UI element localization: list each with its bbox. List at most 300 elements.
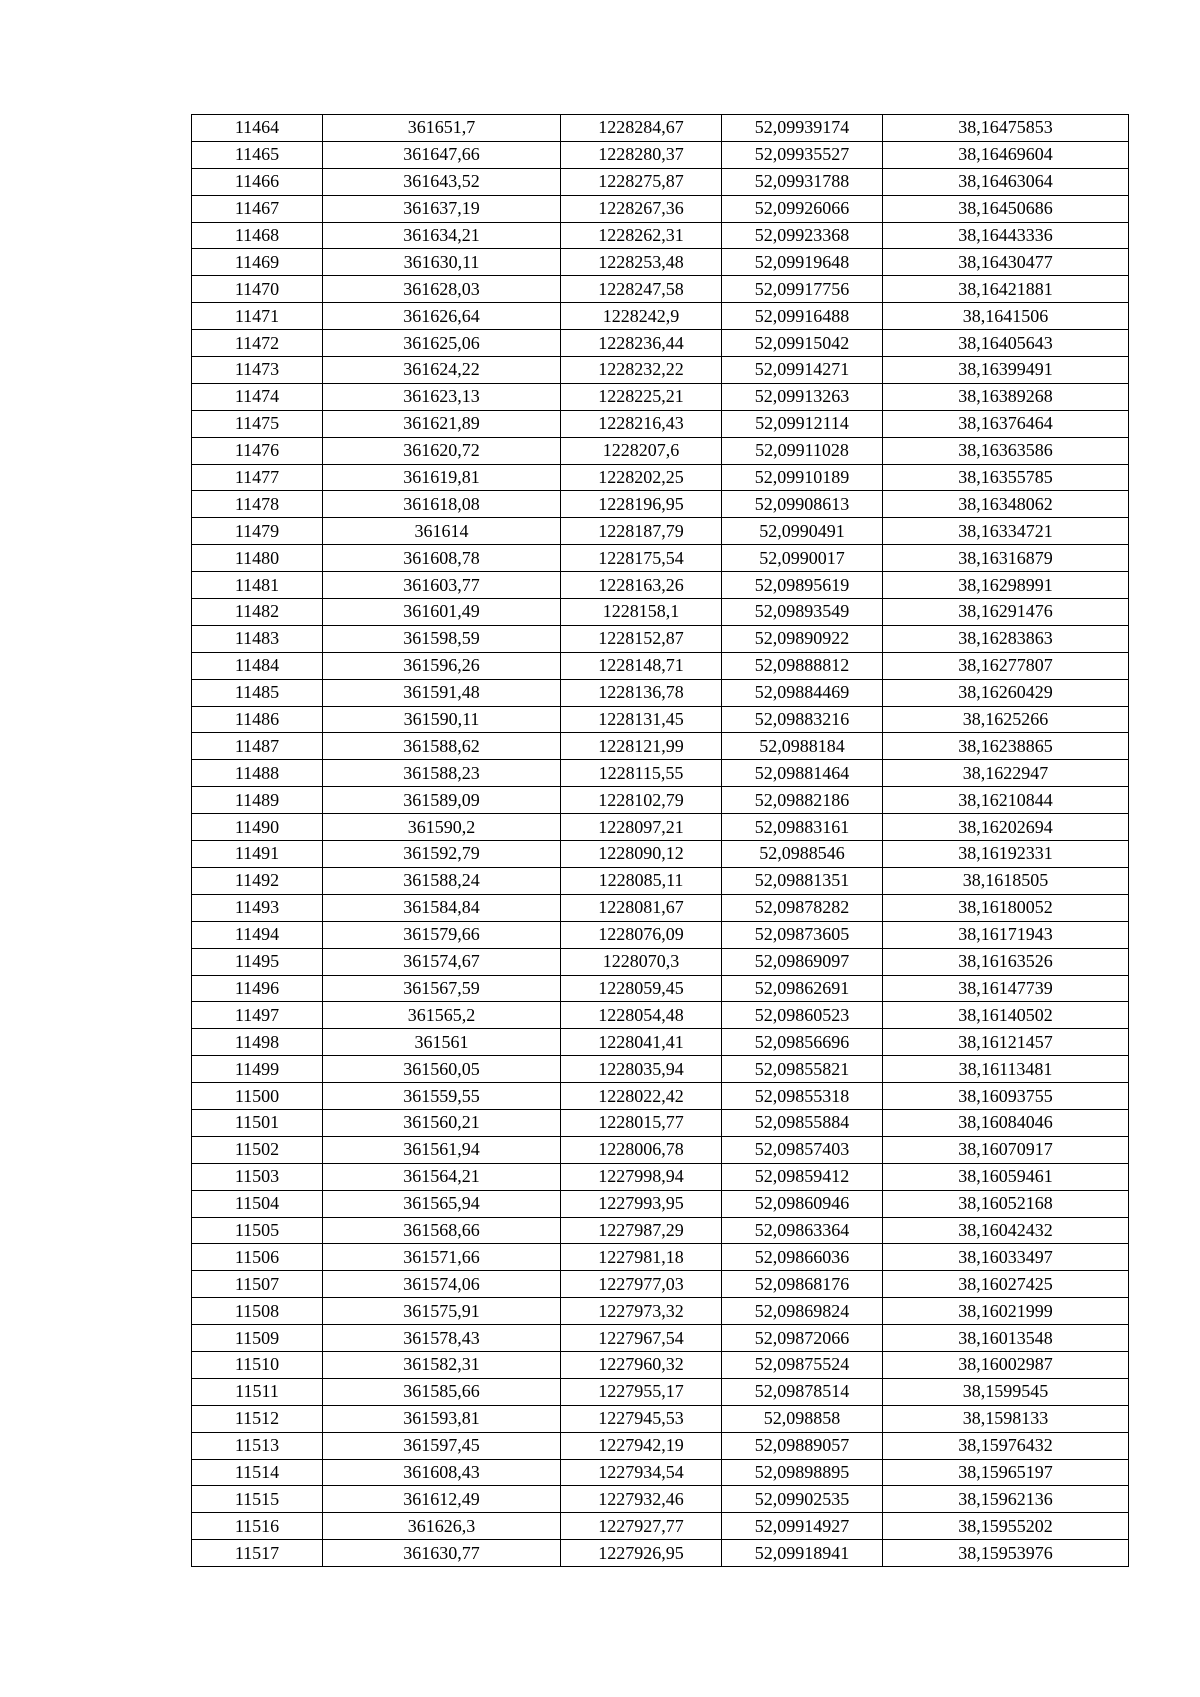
latitude-cell: 52,09883161 [722, 814, 883, 841]
y-coordinate-cell: 1228006,78 [561, 1136, 722, 1163]
table-row [192, 491, 1129, 518]
x-coordinate-cell: 361628,03 [323, 276, 561, 303]
longitude-cell: 38,16202694 [883, 814, 1129, 841]
y-coordinate-cell: 1228207,6 [561, 437, 722, 464]
x-coordinate-cell: 361624,22 [323, 357, 561, 384]
table-row [192, 1378, 1129, 1405]
table-row [192, 867, 1129, 894]
point-number-cell: 11499 [192, 1056, 323, 1083]
point-number-cell: 11505 [192, 1217, 323, 1244]
table-row [192, 625, 1129, 652]
latitude-cell: 52,09911028 [722, 437, 883, 464]
longitude-cell: 38,16021999 [883, 1298, 1129, 1325]
table-row [192, 168, 1129, 195]
longitude-cell: 38,16238865 [883, 733, 1129, 760]
point-number-cell: 11508 [192, 1298, 323, 1325]
table-row [192, 330, 1129, 357]
point-number-cell: 11475 [192, 410, 323, 437]
x-coordinate-cell: 361565,94 [323, 1190, 561, 1217]
x-coordinate-cell: 361588,23 [323, 760, 561, 787]
longitude-cell: 38,16084046 [883, 1109, 1129, 1136]
table-row [192, 975, 1129, 1002]
y-coordinate-cell: 1228148,71 [561, 652, 722, 679]
x-coordinate-cell: 361621,89 [323, 410, 561, 437]
latitude-cell: 52,09883216 [722, 706, 883, 733]
x-coordinate-cell: 361574,67 [323, 948, 561, 975]
point-number-cell: 11485 [192, 679, 323, 706]
table-row [192, 814, 1129, 841]
point-number-cell: 11479 [192, 518, 323, 545]
point-number-cell: 11488 [192, 760, 323, 787]
point-number-cell: 11465 [192, 141, 323, 168]
longitude-cell: 38,16171943 [883, 921, 1129, 948]
table-row [192, 599, 1129, 626]
x-coordinate-cell: 361559,55 [323, 1083, 561, 1110]
point-number-cell: 11478 [192, 491, 323, 518]
y-coordinate-cell: 1228097,21 [561, 814, 722, 841]
point-number-cell: 11482 [192, 599, 323, 626]
point-number-cell: 11496 [192, 975, 323, 1002]
latitude-cell: 52,09875524 [722, 1351, 883, 1378]
x-coordinate-cell: 361582,31 [323, 1351, 561, 1378]
point-number-cell: 11506 [192, 1244, 323, 1271]
longitude-cell: 38,16113481 [883, 1056, 1129, 1083]
latitude-cell: 52,09884469 [722, 679, 883, 706]
x-coordinate-cell: 361623,13 [323, 383, 561, 410]
y-coordinate-cell: 1228175,54 [561, 545, 722, 572]
latitude-cell: 52,0990491 [722, 518, 883, 545]
y-coordinate-cell: 1227981,18 [561, 1244, 722, 1271]
x-coordinate-cell: 361568,66 [323, 1217, 561, 1244]
y-coordinate-cell: 1228262,31 [561, 222, 722, 249]
table-row [192, 841, 1129, 868]
x-coordinate-cell: 361647,66 [323, 141, 561, 168]
x-coordinate-cell: 361626,3 [323, 1513, 561, 1540]
longitude-cell: 38,16475853 [883, 115, 1129, 142]
point-number-cell: 11493 [192, 894, 323, 921]
latitude-cell: 52,09860946 [722, 1190, 883, 1217]
x-coordinate-cell: 361588,24 [323, 867, 561, 894]
longitude-cell: 38,16070917 [883, 1136, 1129, 1163]
table-row [192, 464, 1129, 491]
longitude-cell: 38,16355785 [883, 464, 1129, 491]
x-coordinate-cell: 361643,52 [323, 168, 561, 195]
latitude-cell: 52,09872066 [722, 1325, 883, 1352]
y-coordinate-cell: 1227960,32 [561, 1351, 722, 1378]
latitude-cell: 52,09856696 [722, 1029, 883, 1056]
y-coordinate-cell: 1228070,3 [561, 948, 722, 975]
latitude-cell: 52,09931788 [722, 168, 883, 195]
latitude-cell: 52,09935527 [722, 141, 883, 168]
longitude-cell: 38,16147739 [883, 975, 1129, 1002]
table-row [192, 195, 1129, 222]
latitude-cell: 52,09869824 [722, 1298, 883, 1325]
y-coordinate-cell: 1227993,95 [561, 1190, 722, 1217]
y-coordinate-cell: 1227973,32 [561, 1298, 722, 1325]
point-number-cell: 11513 [192, 1432, 323, 1459]
point-number-cell: 11469 [192, 249, 323, 276]
x-coordinate-cell: 361597,45 [323, 1432, 561, 1459]
longitude-cell: 38,16469604 [883, 141, 1129, 168]
table-row [192, 1405, 1129, 1432]
x-coordinate-cell: 361608,78 [323, 545, 561, 572]
latitude-cell: 52,09912114 [722, 410, 883, 437]
longitude-cell: 38,16291476 [883, 599, 1129, 626]
table-row [192, 760, 1129, 787]
y-coordinate-cell: 1228081,67 [561, 894, 722, 921]
table-row [192, 706, 1129, 733]
table-row [192, 921, 1129, 948]
x-coordinate-cell: 361585,66 [323, 1378, 561, 1405]
x-coordinate-cell: 361612,49 [323, 1486, 561, 1513]
latitude-cell: 52,09910189 [722, 464, 883, 491]
y-coordinate-cell: 1228015,77 [561, 1109, 722, 1136]
y-coordinate-cell: 1227967,54 [561, 1325, 722, 1352]
x-coordinate-cell: 361564,21 [323, 1163, 561, 1190]
x-coordinate-cell: 361637,19 [323, 195, 561, 222]
point-number-cell: 11492 [192, 867, 323, 894]
table-row [192, 276, 1129, 303]
table-row [192, 1486, 1129, 1513]
longitude-cell: 38,1598133 [883, 1405, 1129, 1432]
table-row [192, 1056, 1129, 1083]
point-number-cell: 11477 [192, 464, 323, 491]
longitude-cell: 38,1618505 [883, 867, 1129, 894]
y-coordinate-cell: 1228054,48 [561, 1002, 722, 1029]
y-coordinate-cell: 1228152,87 [561, 625, 722, 652]
point-number-cell: 11516 [192, 1513, 323, 1540]
table-row [192, 249, 1129, 276]
point-number-cell: 11501 [192, 1109, 323, 1136]
longitude-cell: 38,16260429 [883, 679, 1129, 706]
longitude-cell: 38,16363586 [883, 437, 1129, 464]
x-coordinate-cell: 361630,11 [323, 249, 561, 276]
table-row [192, 733, 1129, 760]
x-coordinate-cell: 361620,72 [323, 437, 561, 464]
y-coordinate-cell: 1227932,46 [561, 1486, 722, 1513]
longitude-cell: 38,15953976 [883, 1540, 1129, 1567]
x-coordinate-cell: 361601,49 [323, 599, 561, 626]
y-coordinate-cell: 1228131,45 [561, 706, 722, 733]
latitude-cell: 52,09855884 [722, 1109, 883, 1136]
table-row [192, 357, 1129, 384]
x-coordinate-cell: 361571,66 [323, 1244, 561, 1271]
y-coordinate-cell: 1228225,21 [561, 383, 722, 410]
x-coordinate-cell: 361625,06 [323, 330, 561, 357]
latitude-cell: 52,0990017 [722, 545, 883, 572]
y-coordinate-cell: 1228022,42 [561, 1083, 722, 1110]
latitude-cell: 52,09919648 [722, 249, 883, 276]
point-number-cell: 11495 [192, 948, 323, 975]
y-coordinate-cell: 1227926,95 [561, 1540, 722, 1567]
table-row [192, 1109, 1129, 1136]
longitude-cell: 38,16002987 [883, 1351, 1129, 1378]
x-coordinate-cell: 361619,81 [323, 464, 561, 491]
x-coordinate-cell: 361588,62 [323, 733, 561, 760]
longitude-cell: 38,15965197 [883, 1459, 1129, 1486]
y-coordinate-cell: 1228253,48 [561, 249, 722, 276]
latitude-cell: 52,09881464 [722, 760, 883, 787]
point-number-cell: 11476 [192, 437, 323, 464]
point-number-cell: 11498 [192, 1029, 323, 1056]
latitude-cell: 52,09895619 [722, 572, 883, 599]
latitude-cell: 52,09898895 [722, 1459, 883, 1486]
point-number-cell: 11481 [192, 572, 323, 599]
latitude-cell: 52,09889057 [722, 1432, 883, 1459]
y-coordinate-cell: 1228232,22 [561, 357, 722, 384]
x-coordinate-cell: 361584,84 [323, 894, 561, 921]
coordinates-table-body [192, 115, 1129, 1567]
y-coordinate-cell: 1228115,55 [561, 760, 722, 787]
y-coordinate-cell: 1228035,94 [561, 1056, 722, 1083]
y-coordinate-cell: 1228102,79 [561, 787, 722, 814]
table-row [192, 1432, 1129, 1459]
point-number-cell: 11486 [192, 706, 323, 733]
y-coordinate-cell: 1228158,1 [561, 599, 722, 626]
longitude-cell: 38,16121457 [883, 1029, 1129, 1056]
x-coordinate-cell: 361575,91 [323, 1298, 561, 1325]
longitude-cell: 38,16180052 [883, 894, 1129, 921]
longitude-cell: 38,1622947 [883, 760, 1129, 787]
x-coordinate-cell: 361634,21 [323, 222, 561, 249]
latitude-cell: 52,0988184 [722, 733, 883, 760]
point-number-cell: 11514 [192, 1459, 323, 1486]
longitude-cell: 38,1625266 [883, 706, 1129, 733]
latitude-cell: 52,09888812 [722, 652, 883, 679]
y-coordinate-cell: 1228085,11 [561, 867, 722, 894]
table-row [192, 1029, 1129, 1056]
x-coordinate-cell: 361561,94 [323, 1136, 561, 1163]
longitude-cell: 38,16027425 [883, 1271, 1129, 1298]
point-number-cell: 11472 [192, 330, 323, 357]
y-coordinate-cell: 1227998,94 [561, 1163, 722, 1190]
point-number-cell: 11509 [192, 1325, 323, 1352]
table-row [192, 948, 1129, 975]
longitude-cell: 38,16013548 [883, 1325, 1129, 1352]
x-coordinate-cell: 361593,81 [323, 1405, 561, 1432]
y-coordinate-cell: 1227942,19 [561, 1432, 722, 1459]
x-coordinate-cell: 361603,77 [323, 572, 561, 599]
y-coordinate-cell: 1227934,54 [561, 1459, 722, 1486]
point-number-cell: 11494 [192, 921, 323, 948]
table-row [192, 383, 1129, 410]
table-row [192, 1459, 1129, 1486]
latitude-cell: 52,09917756 [722, 276, 883, 303]
x-coordinate-cell: 361567,59 [323, 975, 561, 1002]
point-number-cell: 11471 [192, 303, 323, 330]
y-coordinate-cell: 1227955,17 [561, 1378, 722, 1405]
x-coordinate-cell: 361630,77 [323, 1540, 561, 1567]
point-number-cell: 11511 [192, 1378, 323, 1405]
x-coordinate-cell: 361574,06 [323, 1271, 561, 1298]
longitude-cell: 38,16277807 [883, 652, 1129, 679]
x-coordinate-cell: 361578,43 [323, 1325, 561, 1352]
latitude-cell: 52,09882186 [722, 787, 883, 814]
x-coordinate-cell: 361560,21 [323, 1109, 561, 1136]
x-coordinate-cell: 361626,64 [323, 303, 561, 330]
table-row [192, 1298, 1129, 1325]
table-row [192, 787, 1129, 814]
point-number-cell: 11464 [192, 115, 323, 142]
y-coordinate-cell: 1228275,87 [561, 168, 722, 195]
point-number-cell: 11490 [192, 814, 323, 841]
longitude-cell: 38,16059461 [883, 1163, 1129, 1190]
point-number-cell: 11466 [192, 168, 323, 195]
latitude-cell: 52,09881351 [722, 867, 883, 894]
table-row [192, 1163, 1129, 1190]
longitude-cell: 38,16298991 [883, 572, 1129, 599]
y-coordinate-cell: 1228090,12 [561, 841, 722, 868]
table-row [192, 894, 1129, 921]
x-coordinate-cell: 361560,05 [323, 1056, 561, 1083]
latitude-cell: 52,0988546 [722, 841, 883, 868]
y-coordinate-cell: 1228163,26 [561, 572, 722, 599]
point-number-cell: 11468 [192, 222, 323, 249]
latitude-cell: 52,09857403 [722, 1136, 883, 1163]
x-coordinate-cell: 361590,2 [323, 814, 561, 841]
latitude-cell: 52,09893549 [722, 599, 883, 626]
table-row [192, 545, 1129, 572]
point-number-cell: 11487 [192, 733, 323, 760]
table-row [192, 1271, 1129, 1298]
table-row [192, 303, 1129, 330]
table-row [192, 1244, 1129, 1271]
y-coordinate-cell: 1228187,79 [561, 518, 722, 545]
longitude-cell: 38,16316879 [883, 545, 1129, 572]
latitude-cell: 52,09916488 [722, 303, 883, 330]
point-number-cell: 11480 [192, 545, 323, 572]
point-number-cell: 11497 [192, 1002, 323, 1029]
longitude-cell: 38,16334721 [883, 518, 1129, 545]
y-coordinate-cell: 1228280,37 [561, 141, 722, 168]
table-row [192, 1190, 1129, 1217]
y-coordinate-cell: 1228284,67 [561, 115, 722, 142]
latitude-cell: 52,09878282 [722, 894, 883, 921]
y-coordinate-cell: 1228216,43 [561, 410, 722, 437]
latitude-cell: 52,09914927 [722, 1513, 883, 1540]
latitude-cell: 52,09902535 [722, 1486, 883, 1513]
longitude-cell: 38,16450686 [883, 195, 1129, 222]
table-row [192, 1325, 1129, 1352]
longitude-cell: 38,16430477 [883, 249, 1129, 276]
point-number-cell: 11503 [192, 1163, 323, 1190]
x-coordinate-cell: 361614 [323, 518, 561, 545]
point-number-cell: 11483 [192, 625, 323, 652]
table-row [192, 572, 1129, 599]
x-coordinate-cell: 361598,59 [323, 625, 561, 652]
longitude-cell: 38,15976432 [883, 1432, 1129, 1459]
table-row [192, 222, 1129, 249]
point-number-cell: 11504 [192, 1190, 323, 1217]
point-number-cell: 11491 [192, 841, 323, 868]
longitude-cell: 38,16140502 [883, 1002, 1129, 1029]
point-number-cell: 11484 [192, 652, 323, 679]
point-number-cell: 11473 [192, 357, 323, 384]
table-row [192, 679, 1129, 706]
table-row [192, 1540, 1129, 1567]
latitude-cell: 52,09923368 [722, 222, 883, 249]
y-coordinate-cell: 1227987,29 [561, 1217, 722, 1244]
y-coordinate-cell: 1228136,78 [561, 679, 722, 706]
x-coordinate-cell: 361590,11 [323, 706, 561, 733]
y-coordinate-cell: 1228247,58 [561, 276, 722, 303]
point-number-cell: 11467 [192, 195, 323, 222]
latitude-cell: 52,09862691 [722, 975, 883, 1002]
point-number-cell: 11510 [192, 1351, 323, 1378]
point-number-cell: 11512 [192, 1405, 323, 1432]
y-coordinate-cell: 1228196,95 [561, 491, 722, 518]
table-row [192, 1513, 1129, 1540]
y-coordinate-cell: 1228236,44 [561, 330, 722, 357]
x-coordinate-cell: 361596,26 [323, 652, 561, 679]
x-coordinate-cell: 361561 [323, 1029, 561, 1056]
latitude-cell: 52,09873605 [722, 921, 883, 948]
point-number-cell: 11470 [192, 276, 323, 303]
latitude-cell: 52,09939174 [722, 115, 883, 142]
coordinates-table [191, 114, 1129, 1567]
longitude-cell: 38,16405643 [883, 330, 1129, 357]
latitude-cell: 52,09855821 [722, 1056, 883, 1083]
table-row [192, 410, 1129, 437]
longitude-cell: 38,16192331 [883, 841, 1129, 868]
y-coordinate-cell: 1228202,25 [561, 464, 722, 491]
longitude-cell: 38,16463064 [883, 168, 1129, 195]
point-number-cell: 11474 [192, 383, 323, 410]
latitude-cell: 52,09866036 [722, 1244, 883, 1271]
y-coordinate-cell: 1228059,45 [561, 975, 722, 1002]
point-number-cell: 11517 [192, 1540, 323, 1567]
longitude-cell: 38,1641506 [883, 303, 1129, 330]
longitude-cell: 38,16052168 [883, 1190, 1129, 1217]
longitude-cell: 38,16093755 [883, 1083, 1129, 1110]
y-coordinate-cell: 1228121,99 [561, 733, 722, 760]
y-coordinate-cell: 1228242,9 [561, 303, 722, 330]
latitude-cell: 52,09855318 [722, 1083, 883, 1110]
longitude-cell: 38,16210844 [883, 787, 1129, 814]
latitude-cell: 52,09908613 [722, 491, 883, 518]
y-coordinate-cell: 1228267,36 [561, 195, 722, 222]
table-row [192, 1083, 1129, 1110]
latitude-cell: 52,09868176 [722, 1271, 883, 1298]
x-coordinate-cell: 361608,43 [323, 1459, 561, 1486]
x-coordinate-cell: 361589,09 [323, 787, 561, 814]
table-row [192, 518, 1129, 545]
point-number-cell: 11515 [192, 1486, 323, 1513]
table-row [192, 1217, 1129, 1244]
latitude-cell: 52,09863364 [722, 1217, 883, 1244]
table-row [192, 141, 1129, 168]
x-coordinate-cell: 361579,66 [323, 921, 561, 948]
latitude-cell: 52,09878514 [722, 1378, 883, 1405]
latitude-cell: 52,09860523 [722, 1002, 883, 1029]
table-row [192, 1351, 1129, 1378]
longitude-cell: 38,16348062 [883, 491, 1129, 518]
longitude-cell: 38,15962136 [883, 1486, 1129, 1513]
point-number-cell: 11500 [192, 1083, 323, 1110]
longitude-cell: 38,16283863 [883, 625, 1129, 652]
latitude-cell: 52,098858 [722, 1405, 883, 1432]
longitude-cell: 38,16163526 [883, 948, 1129, 975]
longitude-cell: 38,16421881 [883, 276, 1129, 303]
longitude-cell: 38,15955202 [883, 1513, 1129, 1540]
y-coordinate-cell: 1227945,53 [561, 1405, 722, 1432]
y-coordinate-cell: 1227927,77 [561, 1513, 722, 1540]
x-coordinate-cell: 361592,79 [323, 841, 561, 868]
latitude-cell: 52,09914271 [722, 357, 883, 384]
table-row [192, 652, 1129, 679]
longitude-cell: 38,16033497 [883, 1244, 1129, 1271]
longitude-cell: 38,16389268 [883, 383, 1129, 410]
